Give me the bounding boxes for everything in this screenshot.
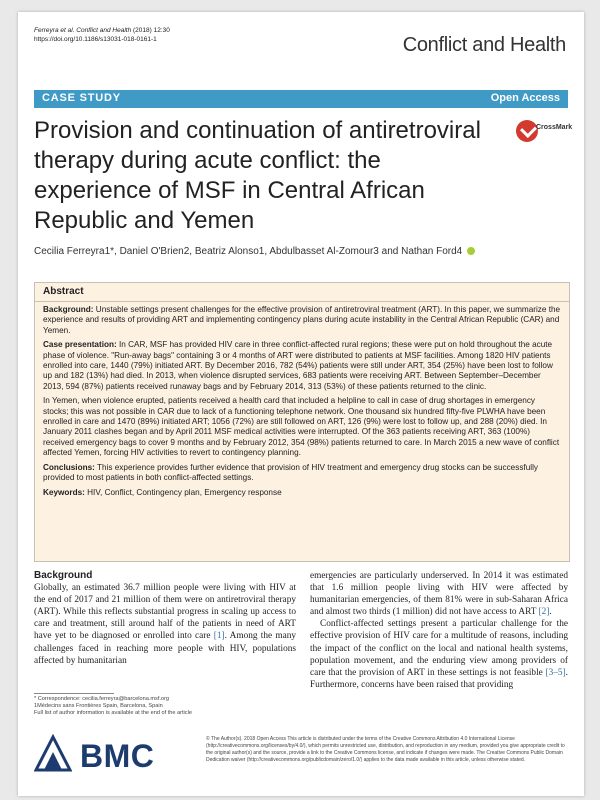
abstract-heading: Abstract — [43, 286, 84, 297]
author-list — [34, 246, 568, 257]
abstract-background-text: Unstable settings present challenges for the effective provision of antiretroviral treatment (ART). In this paper, we summarize the experience and results of providing ART and implementing contingency plans during acute instability in the Central African Republic (CAR) and Yemen. — [43, 305, 561, 335]
license-text: © The Author(s). 2018 Open Access This article is distributed under the terms of the Creative Commons Attribution 4.0 International License (http://creativecommons.org/licenses/by/4.0/), which permits unrestricted use, distribution, and reproduction in any medium, provided you give appropriate credit to the original author(s) and the source, provide a link to the Creative Commons license, and indicate if changes were made. The Creative Commons Public Domain Dedication waiver (http://creativecommons.org/publicdomain/zero/1.0/) applies to the data made available in this article, unless otherwise stated. — [206, 736, 565, 763]
doi-link[interactable]: https://doi.org/10.1186/s13031-018-0161-1 — [34, 36, 157, 43]
citation-authors: Ferreyra et al. — [34, 27, 75, 34]
citation-journal: Conflict and Health — [76, 27, 132, 34]
reference-link-1[interactable]: [1] — [213, 631, 225, 642]
reference-link-3[interactable]: [3–5] — [545, 667, 566, 678]
citation-header — [34, 26, 170, 44]
crossmark-badge[interactable] — [516, 120, 576, 142]
abstract-case — [43, 340, 561, 392]
abstract-header — [35, 283, 569, 302]
orcid-icon[interactable] — [467, 247, 475, 255]
body-column-left — [34, 570, 296, 667]
article-page — [18, 12, 584, 796]
bmc-logo-text: BMC — [80, 738, 155, 774]
abstract-background — [43, 305, 561, 336]
background-text-2: Among the many challenges faced in reaching more people with HIV, populations affected by humanitarian — [34, 631, 297, 666]
abstract-box — [34, 282, 570, 562]
background-text-1: Globally, an estimated 36.7 million people were living with HIV at the end of 2017 and 21 million of them were on antiretroviral therapy (ART). While this reflects substantial progress in scaling up access to care and treatment, still around half of the patients in need of ART have yet to be diagnosed or enrolled into care — [34, 583, 296, 642]
abstract-conclusions-label: Conclusions: — [43, 462, 95, 472]
keywords-label: Keywords: — [43, 487, 85, 497]
footnote — [34, 696, 296, 717]
abstract-case-2: In Yemen, when violence erupted, patients received a health card that included a helpline to call in case of drug shortages in emergency stocks; this was not possible in CAR due to lack of a functioning telephone network. One thousand six hundred fifty-five PLWHA have been enrolled in care and 1470 (89%) initiated ART; 1056 (72%) are still followed on ART, 126 (9%) were lost to follow up, and 288 (20%) died. In January 2011 clashes began and by April 2011 MSF medical activities were interrupted. Of the 363 patients receiving ART, 363 (100%) received emergency bags to cover 9 months and by February 2012, 354 (98%) patients returned to care. In March 2015 a new wave of conflict affected Yemen, forcing HIV activities to revert to contingency planning. — [43, 396, 560, 458]
affiliation: 1Médecins sans Frontières Spain, Barcelona, Spain — [34, 703, 163, 709]
abstract-keywords — [43, 488, 561, 498]
crossmark-label: CrossMark — [536, 124, 573, 131]
correspondence[interactable]: * Correspondence: cecilia.ferreyra@barcelona.msf.org — [34, 696, 170, 702]
right-text-3: Furthermore, concerns have been raised that providing — [310, 679, 514, 690]
abstract-case-text-1: In CAR, MSF has provided HIV care in three conflict-affected rural regions; these were put on hold throughout the acute phase of violence. "Run-away bags" containing 3 or 4 months of ART were distributed to patients at MSF facilities. Among 1820 HIV patients enrolled into care, 1440 (79%) initiated ART. By December 2016, 782 (54%) patients were still under ART, 354 (25%) have been lost to follow up and 182 (13%) had died. In 2013, when violence disrupted services, 683 patients were receiving ART. Between September–December 2013, 594 (87%) patients received runaway bags and by February 2014, 313 (53%) of these patients returned to the clinic. — [43, 340, 553, 391]
body-column-right — [310, 570, 568, 691]
background-paragraph: Globally, an estimated 36.7 million people were living with HIV at the end of 2017 and 21 million of them were on antiretroviral therapy (ART). While this reflects substantial progress in scaling up access to care and treatment, still around half of the patients in need of ART have yet to be diagnosed or enrolled into care [1]. Among the many challenges faced in reaching more people with HIV, populations affected by humanitarian — [34, 583, 297, 666]
open-access-label: Open Access — [490, 92, 560, 104]
crossmark-icon — [516, 120, 538, 142]
abstract-conclusions — [43, 463, 561, 484]
right-paragraph-1: emergencies are particularly underserved. In 2014 it was estimated that 1.6 million people living with HIV were affected by humanitarian emergencies, of them 81% were in sub-Saharan Africa and almost two thirds (1 million) did not have access to ART [2]. — [310, 571, 568, 618]
background-heading: Background — [34, 570, 93, 581]
authors-text: Cecilia Ferreyra1*, Daniel O'Brien2, Beatriz Alonso1, Abdulbasset Al-Zomour3 and Nathan Ford4 — [34, 246, 463, 257]
article-type-banner — [34, 90, 568, 108]
citation-year: (2018) 12:30 — [133, 27, 170, 34]
keywords-text: HIV, Conflict, Contingency plan, Emergency response — [87, 487, 282, 497]
journal-name: Conflict and Health — [402, 34, 566, 56]
right-text-2: Conflict-affected settings present a particular challenge for the effective provision of HIV care for a multitude of reasons, including the impact of the conflict on the local and national health systems, population movement, and the enduring view among providers of care that the provision of ART in these settings is not feasible — [310, 619, 568, 678]
bmc-logo-icon — [34, 734, 72, 772]
case-study-label: CASE STUDY — [42, 92, 121, 104]
author-info-note: Full list of author information is available at the end of the article — [34, 710, 192, 716]
right-text-1: emergencies are particularly underserved. In 2014 it was estimated that 1.6 million people living with HIV were affected by humanitarian emergencies, of them 81% were in sub-Saharan Africa and almost two thirds (1 million) did not have access to ART — [310, 571, 568, 618]
article-title: Provision and continuation of antiretroviral therapy during acute conflict: the experience of MSF in Central African Republic and Yemen — [34, 117, 481, 234]
abstract-background-label: Background: — [43, 305, 94, 314]
reference-link-2[interactable]: [2] — [538, 607, 550, 618]
right-paragraph-2: Conflict-affected settings present a particular challenge for the effective provision of HIV care for a multitude of reasons, including the impact of the conflict on the local and national health systems, population movement, and the enduring view among providers of care that the provision of ART in these settings is not feasible [3–5]. Furthermore, concerns have been raised that providing — [310, 619, 568, 690]
abstract-body — [43, 305, 561, 502]
abstract-case-label: Case presentation: — [43, 340, 117, 350]
footnote-divider — [34, 693, 114, 694]
abstract-conclusions-text: This experience provides further evidence that provision of HIV treatment and emergency drug stocks can be successfully provided to most patients in both conflict-affected settings. — [43, 462, 538, 483]
